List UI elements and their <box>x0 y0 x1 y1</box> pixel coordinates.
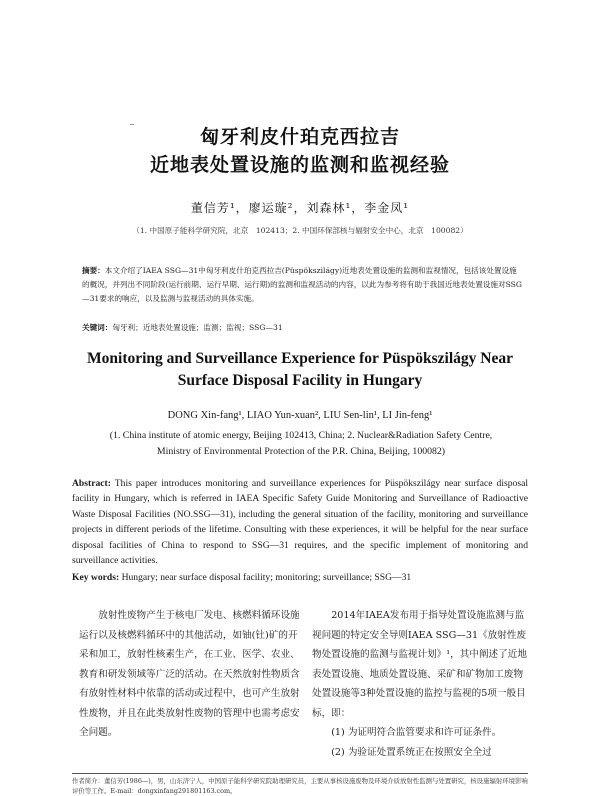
chinese-keywords-text: 匈牙利；近地表处置设施；监测；监视；SSG—31 <box>112 323 283 332</box>
english-authors: DONG Xin-fang¹, LIAO Yun-xuan², LIU Sen-lin¹, LI Jin-feng¹ <box>167 410 433 421</box>
chinese-abstract <box>82 264 522 306</box>
body-right-paragraph-3: (2) 为验证处置系统正在按照安全全过 <box>331 746 492 758</box>
body-left-column: 放射性废物产生于核电厂发电、核燃料循环设施运行以及核燃料循环中的其他活动，如铀(钍)矿的开采和加工，放射性核素生产，在工业、医学、农业、教育和研发领域等广泛的活动。在天然放射性物质含有放射性材料中依靠的活动或过程中，也可产生放射性废物，并且在此类放射性废物的管理中也需考虑安全问题。 <box>79 610 300 738</box>
english-keywords-label: Key words: <box>72 572 120 583</box>
english-abstract-label: Abstract: <box>72 478 111 489</box>
chinese-keywords-label: 关键词： <box>82 323 113 332</box>
chinese-abstract-text: 本文介绍了IAEA SSG—31中匈牙利皮什珀克西拉吉(Püspökszilágy)近地表处置设施的监测和监视情况，包括该处置设施的概况，并列出不同阶段(运行前期、运行早期、运行期)的监测和监视活动的内容，以此为参考将有助于我国近地表处置设施对SSG—31要求的响应，以及监测与监视活动的具体实施。 <box>82 266 522 303</box>
body-right-paragraph-2: (1) 为证明符合监管要求和许可证条件。 <box>331 727 502 738</box>
chinese-title-line-1: 匈牙利皮什珀克西拉吉 <box>199 126 400 148</box>
chinese-title-line-2: 近地表处置设施的监测和监视经验 <box>149 154 450 176</box>
english-affiliations <box>72 428 530 460</box>
chinese-abstract-label: 摘要： <box>82 266 105 275</box>
chinese-affiliations: （1. 中国原子能科学研究院，北京 102413；2. 中国环保部核与辐射安全中心，北京 100082） <box>132 226 468 235</box>
english-title-line-2: Surface Disposal Facility in Hungary <box>177 372 423 389</box>
english-title-line-1: Monitoring and Surveillance Experience for Püspökszilágy Near <box>87 350 513 367</box>
chinese-keywords <box>82 322 522 333</box>
english-keywords-text: Hungary; near surface disposal facility; monitoring; surveillance; SSG—31 <box>121 572 412 583</box>
english-keywords <box>72 572 528 583</box>
english-affiliations-line-1: (1. China institute of atomic energy, Beijing 102413, China; 2. Nuclear&Radiation Safety Centre, <box>109 430 493 441</box>
footnote-divider <box>72 773 528 774</box>
english-abstract <box>72 476 528 568</box>
english-abstract-text: This paper introduces monitoring and surveillance experiences for Püspökszilágy near surface disposal facility in Hungary, which is referred in IAEA Specific Safety Guide Monitoring and Surveillance of Radioactive Waste Disposal Facilities (NO.SSG—31), including the general situation of the facility, monitoring and surveillance projects in different periods of the lifetime. Consulting with these experiences, it will be helpful for the near surface disposal facilities of China to respond to SSG—31 requires, and the specific implement of monitoring and surveillance activities. <box>72 478 528 567</box>
body-right-column <box>312 606 532 762</box>
body-right-paragraph-1: 2014年IAEA发布用于指导处置设施监测与监视问题的特定安全导则IAEA SSG—31《放射性废物处置设施的监测与监视计划》¹，其中阐述了近地表处置设施、地质处置设施、采矿和矿物加工废物处置设施等3种处置设施的监控与监视的5项一般目标，即： <box>312 610 527 719</box>
english-affiliations-line-2: Ministry of Environmental Protection of the P.R. China, Beijing, 100082) <box>156 446 446 457</box>
author-footnote: 作者简介：董信芳(1986—)，男，山东济宁人，中国原子能科学研究院助理研究员，主要从事核设施废物及环境介质放射性监测与处置研究，核设施辐射环境影响评价等工作。E-mail：dongxinfang291801163.com。 <box>72 777 528 795</box>
chinese-authors: 董信芳¹，廖运璇²，刘森林¹，李金凤¹ <box>190 201 410 215</box>
